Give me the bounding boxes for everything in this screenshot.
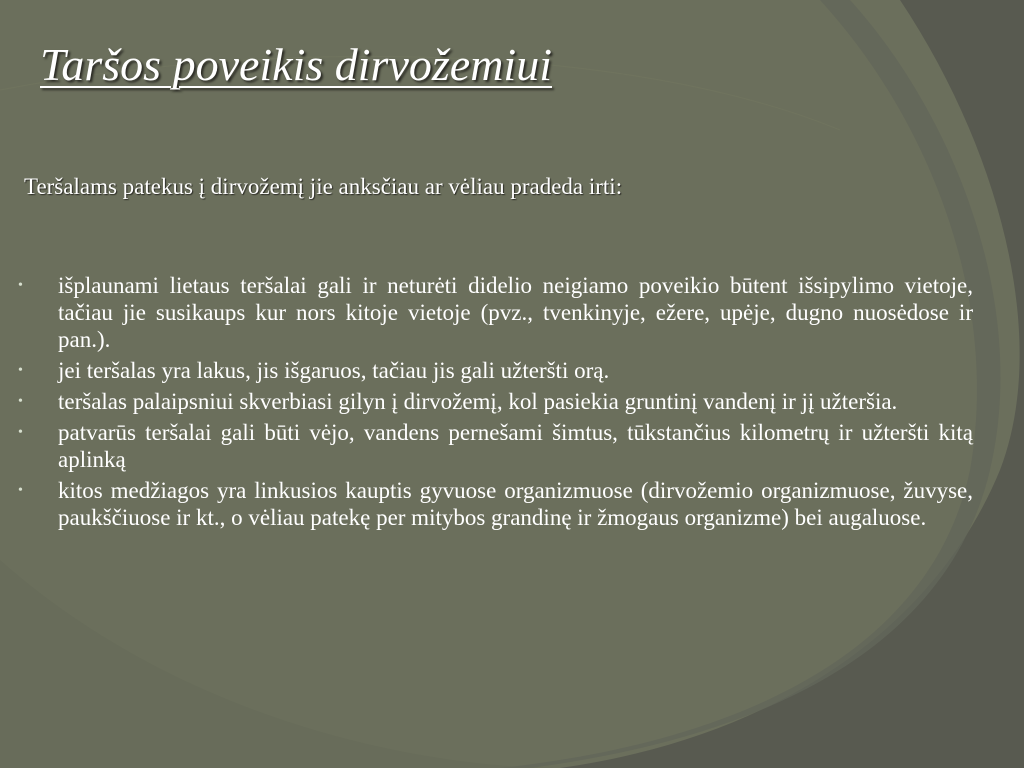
bullet-icon: • bbox=[18, 425, 23, 440]
bullet-text: jei teršalas yra lakus, jis išgaruos, tačiau jis gali užteršti orą. bbox=[58, 358, 610, 383]
bullet-icon: • bbox=[18, 394, 23, 409]
intro-text: Teršalams patekus į dirvožemį jie anksčiau ar vėliau pradeda irti: bbox=[24, 174, 623, 199]
bullet-icon: • bbox=[18, 483, 23, 498]
bullet-item bbox=[20, 357, 973, 384]
slide-title: Taršos poveikis dirvožemiui bbox=[40, 39, 552, 90]
bullet-icon: • bbox=[18, 363, 23, 378]
bullet-text: teršalas palaipsniui skverbiasi gilyn į dirvožemį, kol pasiekia gruntinį vandenį ir jį užteršia. bbox=[58, 389, 898, 414]
bullet-text: išplaunami lietaus teršalai gali ir neturėti didelio neigiamo poveikio būtent išsipylimo vietoje, tačiau jie susikaups kur nors kitoje vietoje (pvz., tvenkinyje, ežere, upėje, dugno nuosėdose ir pan.). bbox=[58, 273, 973, 352]
bullet-text: kitos medžiagos yra linkusios kauptis gyvuose organizmuose (dirvožemio organizmuose, žuvyse, paukščiuose ir kt., o vėliau patekę per mitybos grandinę ir žmogaus organizme) bei augaluose. bbox=[58, 478, 973, 530]
bullet-item bbox=[20, 272, 973, 353]
bullet-item bbox=[20, 477, 973, 531]
bullet-item bbox=[20, 419, 973, 473]
bullet-icon: • bbox=[18, 278, 23, 293]
bullet-list bbox=[20, 272, 973, 535]
bullet-text: patvarūs teršalai gali būti vėjo, vandens pernešami šimtus, tūkstančius kilometrų ir užteršti kitą aplinką bbox=[58, 420, 973, 472]
bullet-item bbox=[20, 388, 973, 415]
